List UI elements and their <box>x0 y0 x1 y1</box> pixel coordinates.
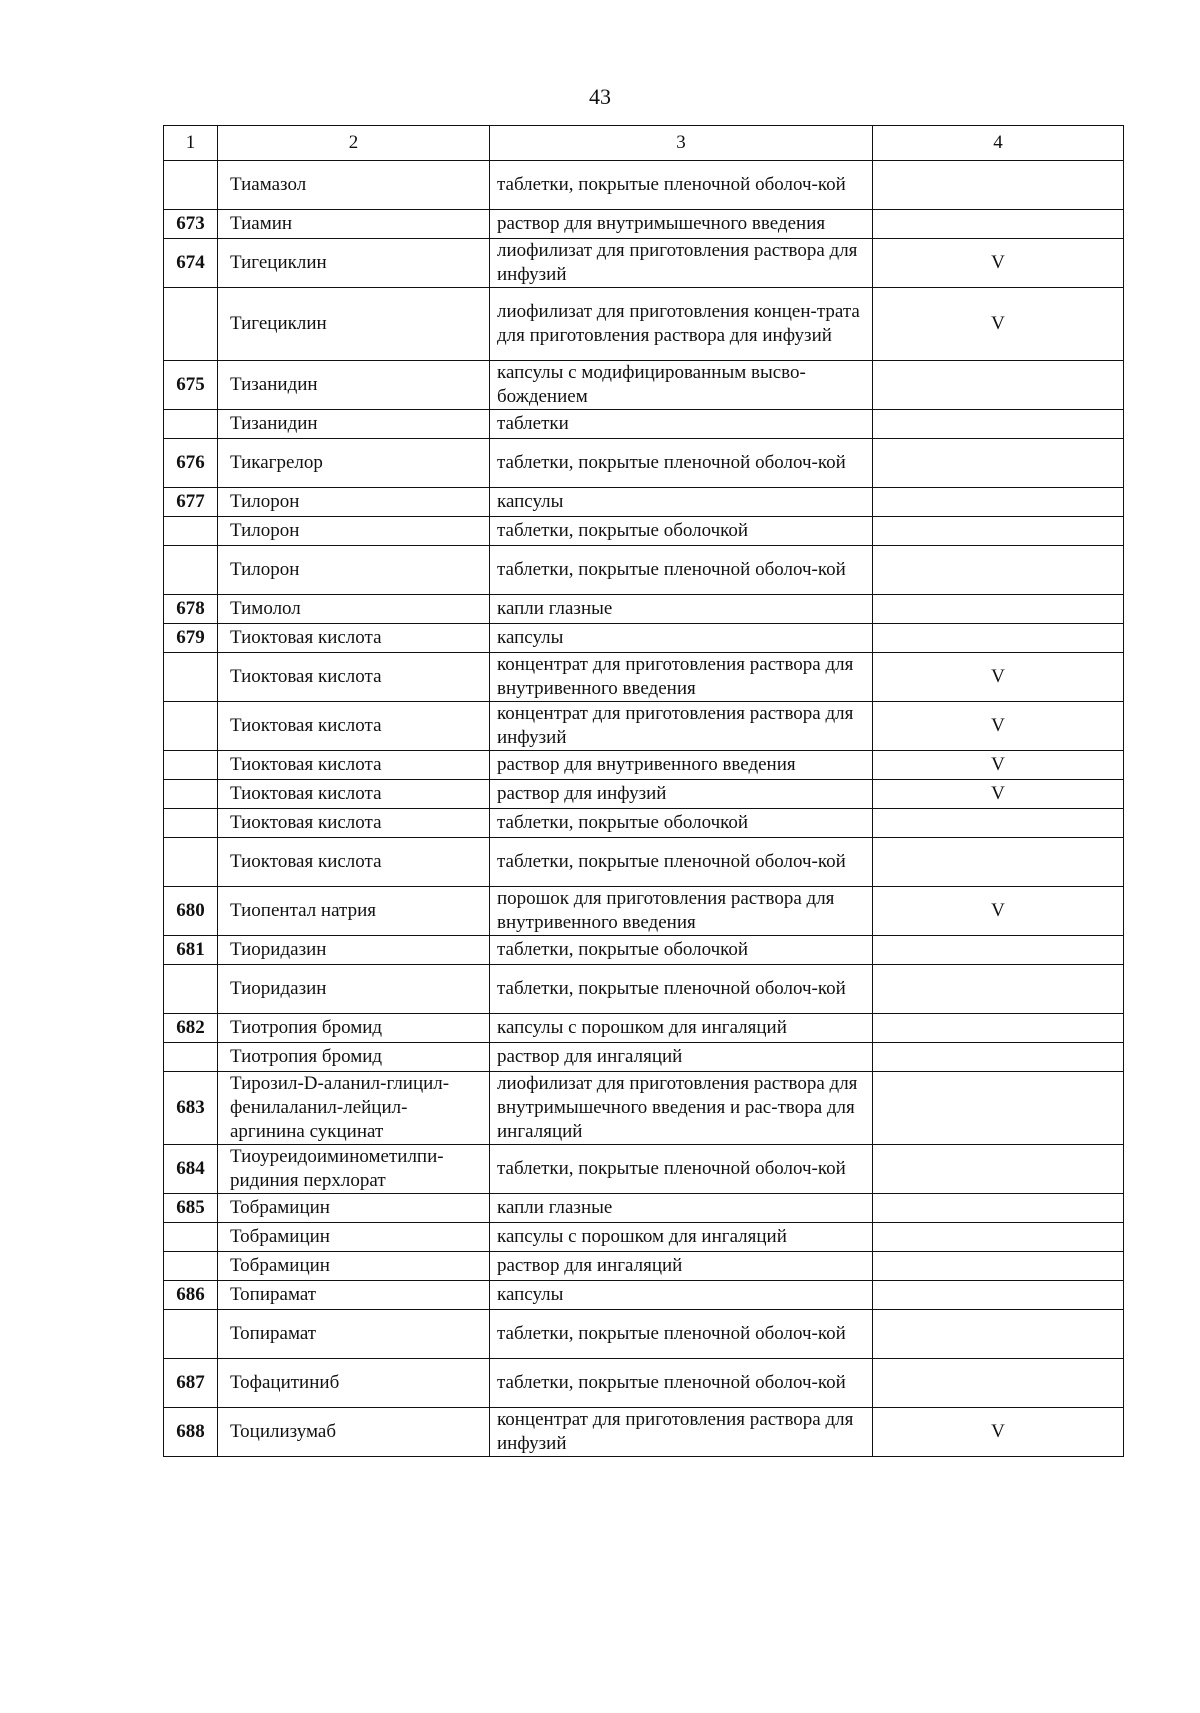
header-col-2: 2 <box>218 126 490 161</box>
drug-name: Тилорон <box>218 546 490 595</box>
mark-v <box>873 361 1124 410</box>
table-row <box>164 936 1124 965</box>
dosage-form: капли глазные <box>490 595 873 624</box>
dosage-form: таблетки, покрытые пленочной оболоч-кой <box>490 1359 873 1408</box>
dosage-form: раствор для ингаляций <box>490 1043 873 1072</box>
mark-v <box>873 624 1124 653</box>
dosage-form: концентрат для приготовления раствора для инфузий <box>490 702 873 751</box>
mark-v: V <box>873 887 1124 936</box>
dosage-form: капсулы <box>490 624 873 653</box>
row-number <box>164 288 218 361</box>
row-number: 674 <box>164 239 218 288</box>
row-number: 682 <box>164 1014 218 1043</box>
row-number <box>164 1252 218 1281</box>
table-row <box>164 546 1124 595</box>
row-number <box>164 410 218 439</box>
drug-name: Тиоктовая кислота <box>218 780 490 809</box>
table-row <box>164 239 1124 288</box>
table-row <box>164 210 1124 239</box>
row-number: 673 <box>164 210 218 239</box>
dosage-form: капсулы <box>490 1281 873 1310</box>
mark-v <box>873 1252 1124 1281</box>
drug-name: Топирамат <box>218 1281 490 1310</box>
drug-name: Тикагрелор <box>218 439 490 488</box>
drug-name: Тиоктовая кислота <box>218 809 490 838</box>
dosage-form: таблетки, покрытые пленочной оболоч-кой <box>490 161 873 210</box>
dosage-form: порошок для приготовления раствора для внутривенного введения <box>490 887 873 936</box>
drug-name: Тиоридазин <box>218 936 490 965</box>
dosage-form: лиофилизат для приготовления концен-трата для приготовления раствора для инфузий <box>490 288 873 361</box>
table-row <box>164 288 1124 361</box>
drug-table <box>163 125 1124 1457</box>
row-number <box>164 546 218 595</box>
drug-name: Тиоктовая кислота <box>218 653 490 702</box>
mark-v <box>873 1145 1124 1194</box>
dosage-form: раствор для инфузий <box>490 780 873 809</box>
dosage-form: раствор для внутривенного введения <box>490 751 873 780</box>
table-row <box>164 1281 1124 1310</box>
drug-name: Тиоктовая кислота <box>218 751 490 780</box>
table-row <box>164 1310 1124 1359</box>
dosage-form: таблетки, покрытые пленочной оболоч-кой <box>490 546 873 595</box>
row-number <box>164 838 218 887</box>
drug-name: Тиотропия бромид <box>218 1014 490 1043</box>
drug-name: Тимолол <box>218 595 490 624</box>
row-number: 676 <box>164 439 218 488</box>
drug-name: Тиамин <box>218 210 490 239</box>
dosage-form: раствор для ингаляций <box>490 1252 873 1281</box>
row-number <box>164 161 218 210</box>
drug-name: Тиоктовая кислота <box>218 838 490 887</box>
row-number <box>164 1223 218 1252</box>
dosage-form: капсулы <box>490 488 873 517</box>
drug-name: Тилорон <box>218 488 490 517</box>
mark-v <box>873 439 1124 488</box>
table-row <box>164 488 1124 517</box>
header-col-3: 3 <box>490 126 873 161</box>
row-number <box>164 751 218 780</box>
dosage-form: таблетки, покрытые пленочной оболоч-кой <box>490 965 873 1014</box>
table-row <box>164 887 1124 936</box>
row-number <box>164 1310 218 1359</box>
drug-name: Тигециклин <box>218 288 490 361</box>
table-row <box>164 1043 1124 1072</box>
mark-v <box>873 210 1124 239</box>
mark-v <box>873 1043 1124 1072</box>
dosage-form: таблетки, покрытые пленочной оболоч-кой <box>490 1310 873 1359</box>
header-col-1: 1 <box>164 126 218 161</box>
drug-name: Тизанидин <box>218 410 490 439</box>
mark-v <box>873 1281 1124 1310</box>
row-number: 683 <box>164 1072 218 1145</box>
dosage-form: капсулы с порошком для ингаляций <box>490 1223 873 1252</box>
dosage-form: таблетки, покрытые оболочкой <box>490 517 873 546</box>
mark-v <box>873 161 1124 210</box>
drug-name: Тобрамицин <box>218 1194 490 1223</box>
dosage-form: капли глазные <box>490 1194 873 1223</box>
drug-name: Тигециклин <box>218 239 490 288</box>
table-row <box>164 751 1124 780</box>
row-number <box>164 653 218 702</box>
dosage-form: концентрат для приготовления раствора для внутривенного введения <box>490 653 873 702</box>
dosage-form: таблетки, покрытые оболочкой <box>490 809 873 838</box>
drug-name: Тиопентал натрия <box>218 887 490 936</box>
row-number: 686 <box>164 1281 218 1310</box>
dosage-form: лиофилизат для приготовления раствора для внутримышечного введения и рас-твора для ингаляций <box>490 1072 873 1145</box>
mark-v <box>873 936 1124 965</box>
mark-v <box>873 517 1124 546</box>
table-row <box>164 1359 1124 1408</box>
row-number: 677 <box>164 488 218 517</box>
drug-name: Тирозил-D-аланил-глицил-фенилаланил-лейцил-аргинина сукцинат <box>218 1072 490 1145</box>
drug-name: Тобрамицин <box>218 1252 490 1281</box>
table-row <box>164 965 1124 1014</box>
drug-name: Топирамат <box>218 1310 490 1359</box>
header-col-4: 4 <box>873 126 1124 161</box>
mark-v <box>873 965 1124 1014</box>
drug-name: Тилорон <box>218 517 490 546</box>
row-number: 675 <box>164 361 218 410</box>
mark-v <box>873 546 1124 595</box>
dosage-form: капсулы с порошком для ингаляций <box>490 1014 873 1043</box>
dosage-form: таблетки <box>490 410 873 439</box>
table-header-row <box>164 126 1124 161</box>
row-number: 684 <box>164 1145 218 1194</box>
drug-name: Тиамазол <box>218 161 490 210</box>
table-row <box>164 624 1124 653</box>
mark-v <box>873 809 1124 838</box>
row-number <box>164 1043 218 1072</box>
mark-v <box>873 1223 1124 1252</box>
table-row <box>164 1194 1124 1223</box>
dosage-form: таблетки, покрытые пленочной оболоч-кой <box>490 838 873 887</box>
table-row <box>164 361 1124 410</box>
drug-name: Тизанидин <box>218 361 490 410</box>
mark-v: V <box>873 780 1124 809</box>
table-row <box>164 1072 1124 1145</box>
row-number <box>164 517 218 546</box>
dosage-form: капсулы с модифицированным высво-бождением <box>490 361 873 410</box>
drug-name: Тиоктовая кислота <box>218 702 490 751</box>
mark-v: V <box>873 1408 1124 1457</box>
table-row <box>164 838 1124 887</box>
mark-v: V <box>873 751 1124 780</box>
dosage-form: таблетки, покрытые оболочкой <box>490 936 873 965</box>
drug-name: Тиоуреидоиминометилпи-ридиния перхлорат <box>218 1145 490 1194</box>
row-number: 679 <box>164 624 218 653</box>
table-row <box>164 780 1124 809</box>
mark-v <box>873 595 1124 624</box>
mark-v <box>873 488 1124 517</box>
mark-v <box>873 1072 1124 1145</box>
table-row <box>164 1408 1124 1457</box>
dosage-form: раствор для внутримышечного введения <box>490 210 873 239</box>
dosage-form: таблетки, покрытые пленочной оболоч-кой <box>490 439 873 488</box>
row-number <box>164 809 218 838</box>
mark-v <box>873 1194 1124 1223</box>
dosage-form: концентрат для приготовления раствора для инфузий <box>490 1408 873 1457</box>
row-number <box>164 965 218 1014</box>
row-number: 680 <box>164 887 218 936</box>
drug-name: Тобрамицин <box>218 1223 490 1252</box>
mark-v <box>873 838 1124 887</box>
page-number: 43 <box>589 84 611 109</box>
mark-v <box>873 1359 1124 1408</box>
drug-name: Тофацитиниб <box>218 1359 490 1408</box>
dosage-form: лиофилизат для приготовления раствора для инфузий <box>490 239 873 288</box>
table-row <box>164 1223 1124 1252</box>
table-row <box>164 1145 1124 1194</box>
row-number: 687 <box>164 1359 218 1408</box>
mark-v: V <box>873 653 1124 702</box>
table-row <box>164 653 1124 702</box>
table-row <box>164 1252 1124 1281</box>
drug-name: Тиотропия бромид <box>218 1043 490 1072</box>
row-number: 678 <box>164 595 218 624</box>
table-row <box>164 702 1124 751</box>
drug-name: Тоцилизумаб <box>218 1408 490 1457</box>
table-row <box>164 439 1124 488</box>
table-row <box>164 809 1124 838</box>
table-row <box>164 517 1124 546</box>
drug-name: Тиоктовая кислота <box>218 624 490 653</box>
mark-v: V <box>873 702 1124 751</box>
dosage-form: таблетки, покрытые пленочной оболоч-кой <box>490 1145 873 1194</box>
table-row <box>164 595 1124 624</box>
drug-name: Тиоридазин <box>218 965 490 1014</box>
mark-v: V <box>873 288 1124 361</box>
mark-v <box>873 410 1124 439</box>
row-number: 685 <box>164 1194 218 1223</box>
table-row <box>164 1014 1124 1043</box>
mark-v <box>873 1310 1124 1359</box>
row-number: 681 <box>164 936 218 965</box>
row-number <box>164 702 218 751</box>
mark-v: V <box>873 239 1124 288</box>
mark-v <box>873 1014 1124 1043</box>
row-number <box>164 780 218 809</box>
table-row <box>164 410 1124 439</box>
row-number: 688 <box>164 1408 218 1457</box>
table-row <box>164 161 1124 210</box>
